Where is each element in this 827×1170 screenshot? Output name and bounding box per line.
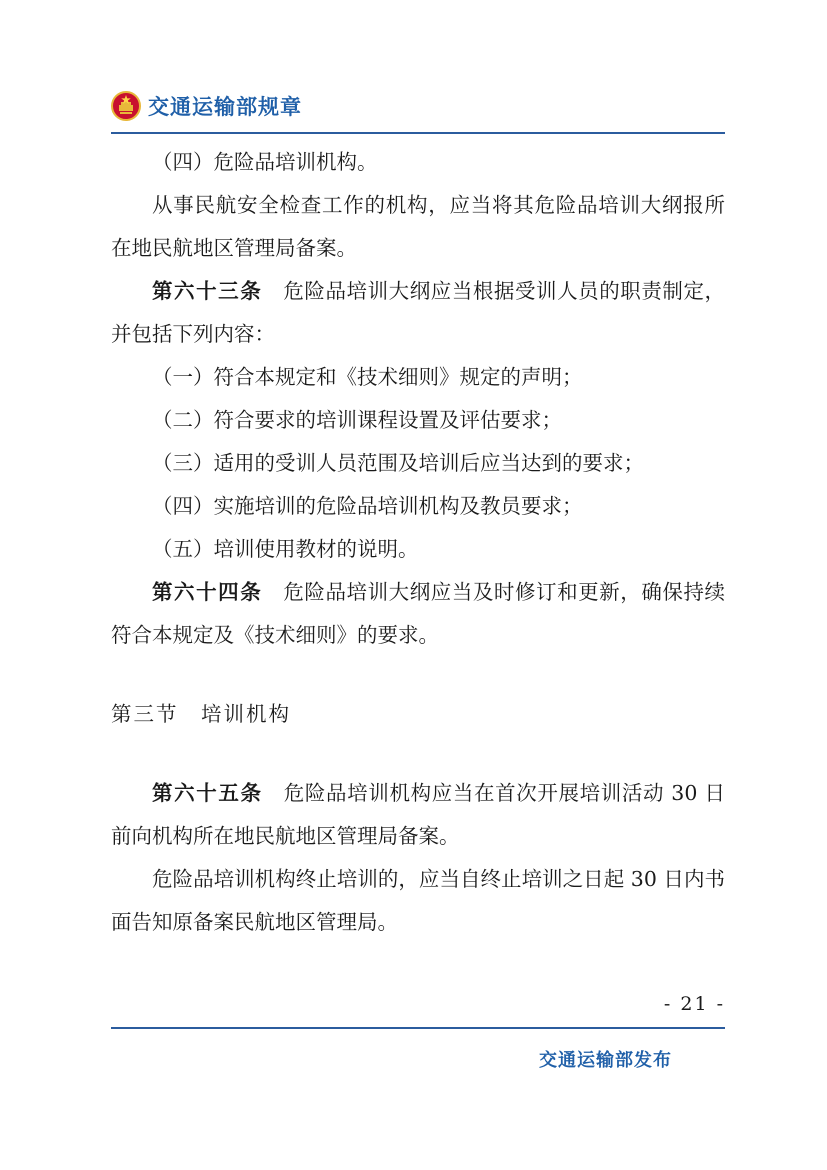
article-63-text: 危险品培训大纲应当根据受训人员的职责制定，并包括下列内容： (111, 279, 726, 346)
article-64-label: 第六十四条 (152, 580, 263, 604)
list-item-1: （一）符合本规定和《技术细则》规定的声明； (152, 365, 583, 389)
paragraph-security-check: 从事民航安全检查工作的机构，应当将其危险品培训大纲报所在地民航地区管理局备案。 (111, 193, 725, 260)
article-63 (111, 270, 725, 356)
article-63-label: 第六十三条 (152, 279, 263, 303)
article-65-label: 第六十五条 (152, 781, 263, 805)
page-number: - 21 - (663, 993, 725, 1015)
list-item-4: （四）实施培训的危险品培训机构及教员要求； (152, 494, 583, 518)
article-65 (111, 772, 725, 858)
list-item-5: （五）培训使用教材的说明。 (152, 537, 419, 561)
section-title: 第三节 培训机构 (111, 702, 291, 726)
document-body (111, 141, 725, 944)
header-divider (111, 132, 725, 134)
header-title: 交通运输部规章 (148, 95, 302, 119)
footer-divider (111, 1027, 725, 1029)
list-item-2: （二）符合要求的培训课程设置及评估要求； (152, 408, 562, 432)
article-64-text: 危险品培训大纲应当及时修订和更新，确保持续符合本规定及《技术细则》的要求。 (111, 580, 726, 647)
paragraph-termination: 危险品培训机构终止培训的，应当自终止培训之日起 30 日内书面告知原备案民航地区管理局。 (111, 867, 725, 934)
list-item-3: （三）适用的受训人员范围及培训后应当达到的要求； (152, 451, 644, 475)
article-65-text: 危险品培训机构应当在首次开展培训活动 30 日前向机构所在地民航地区管理局备案。 (111, 781, 726, 848)
article-64 (111, 571, 725, 657)
paragraph-item-four: （四）危险品培训机构。 (152, 150, 378, 174)
national-emblem-icon (111, 91, 141, 121)
document-header (111, 86, 302, 126)
footer-publisher: 交通运输部发布 (539, 1050, 672, 1071)
